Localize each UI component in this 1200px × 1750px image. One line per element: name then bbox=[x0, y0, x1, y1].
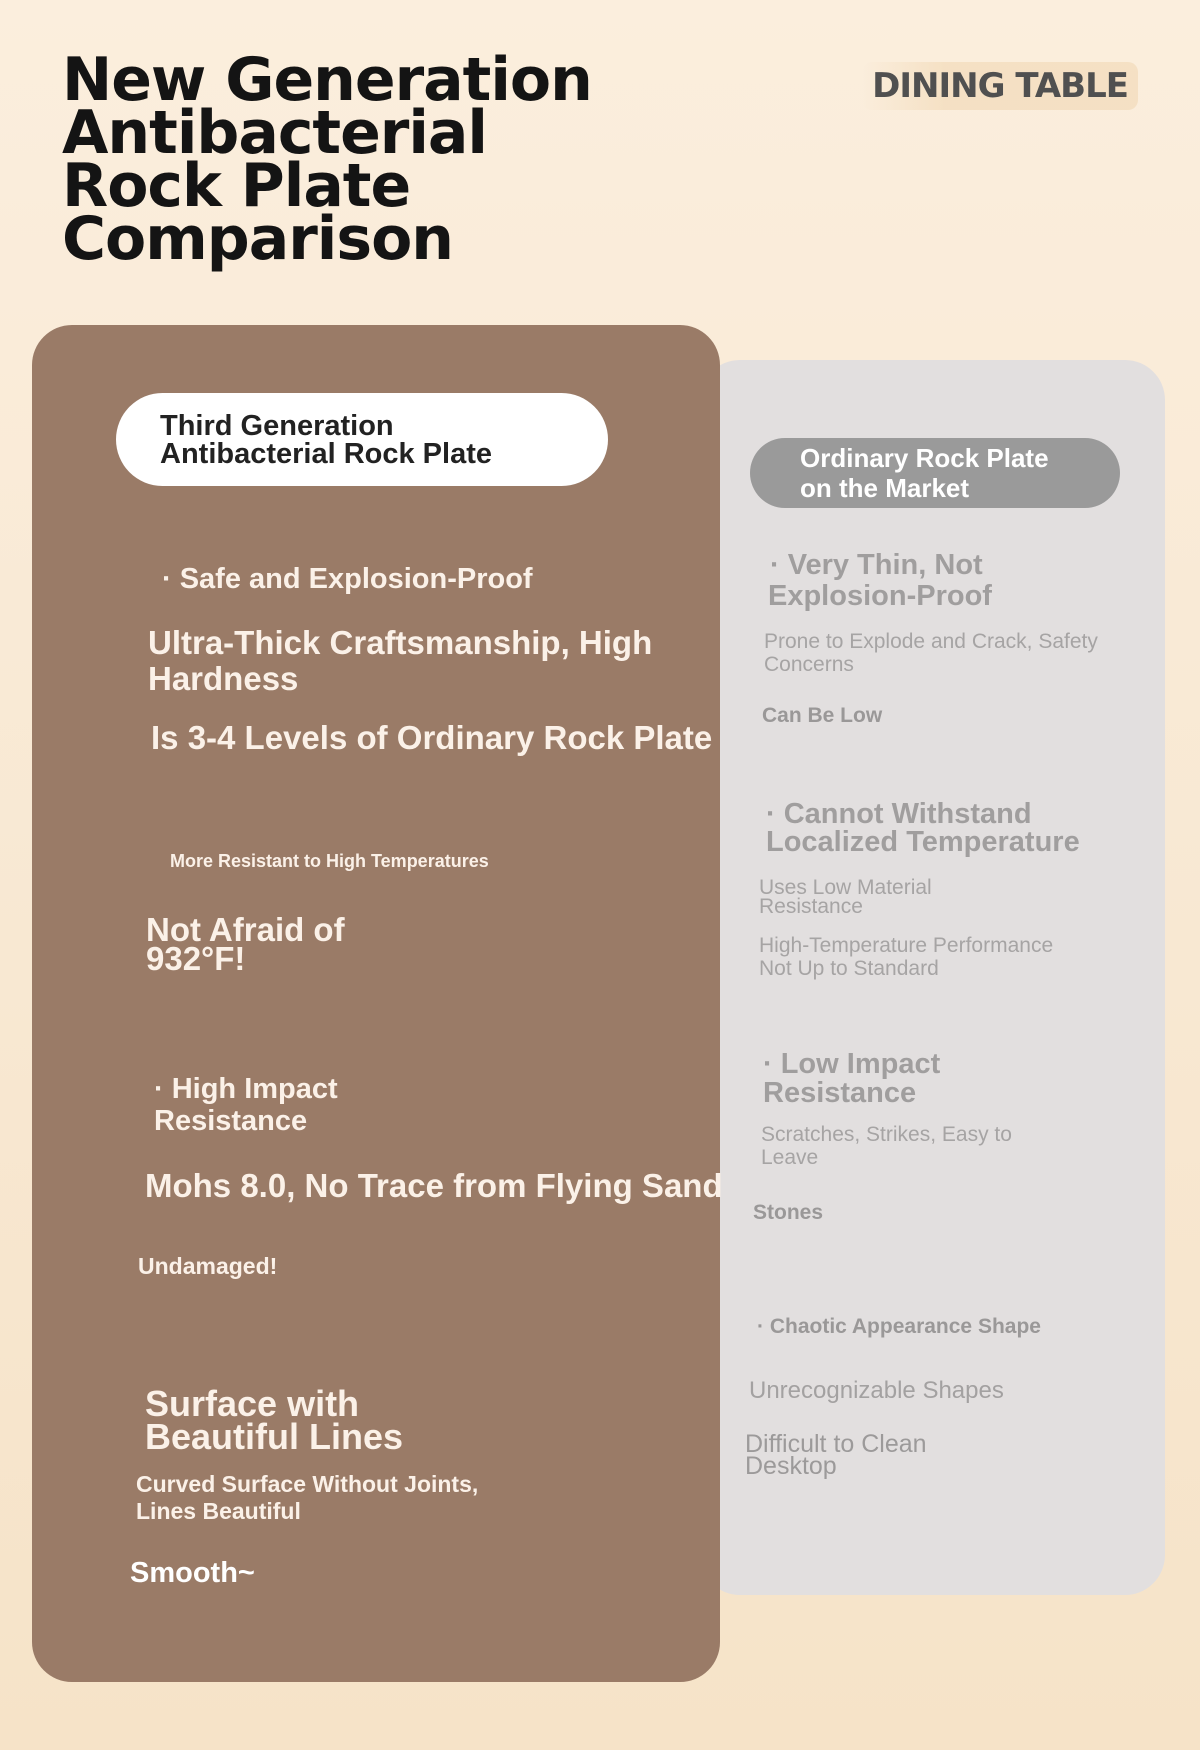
category-label: DINING TABLE bbox=[862, 62, 1138, 110]
ordinary-impact-detail-line-1: Scratches, Strikes, Easy to bbox=[761, 1123, 1012, 1146]
ordinary-impact-heading-line-2: Resistance bbox=[763, 1077, 917, 1109]
third-generation-badge-line-1: Third Generation bbox=[160, 410, 394, 442]
ordinary-temperature-heading bbox=[766, 800, 1080, 856]
ordinary-badge bbox=[750, 438, 1120, 508]
temperature-highlight-line-2: 932°F! bbox=[146, 940, 246, 977]
ordinary-safety-detail-line-1: Prone to Explode and Crack, Safety bbox=[764, 630, 1098, 653]
temperature-highlight bbox=[146, 911, 345, 977]
temperature-heading: More Resistant to High Temperatures bbox=[170, 851, 489, 871]
ordinary-safety-detail-line-2: Concerns bbox=[764, 653, 854, 676]
temperature-highlight-line-1: Not Afraid of bbox=[146, 911, 345, 948]
title-line-3: Rock Plate bbox=[62, 151, 411, 221]
ordinary-temperature-note-line-1: High-Temperature Performance bbox=[759, 934, 1054, 957]
surface-heading-line-2: Beautiful Lines bbox=[145, 1416, 404, 1457]
ordinary-safety-heading bbox=[768, 550, 992, 612]
surface-detail-line-2: Lines Beautiful bbox=[136, 1498, 301, 1524]
impact-heading-line-2: Resistance bbox=[154, 1105, 308, 1137]
safety-heading: · Safe and Explosion-Proof bbox=[162, 563, 533, 595]
third-generation-badge bbox=[116, 393, 608, 486]
impact-detail: Mohs 8.0, No Trace from Flying Sand bbox=[145, 1167, 723, 1204]
title-line-1: New Generation bbox=[62, 45, 592, 115]
impact-heading bbox=[154, 1073, 338, 1137]
impact-heading-line-1: · High Impact bbox=[154, 1073, 338, 1105]
ordinary-appearance-note-line-1: Difficult to Clean bbox=[745, 1430, 927, 1458]
ordinary-appearance-note-line-2: Desktop bbox=[745, 1452, 837, 1480]
ordinary-temperature-heading-line-1: · Cannot Withstand bbox=[766, 798, 1032, 830]
title-line-2: Antibacterial bbox=[62, 98, 487, 168]
ordinary-safety-detail bbox=[764, 630, 1098, 676]
ordinary-safety-note: Can Be Low bbox=[762, 704, 883, 727]
third-generation-panel bbox=[32, 325, 723, 1682]
surface-detail bbox=[136, 1471, 478, 1525]
surface-detail-line-1: Curved Surface Without Joints, bbox=[136, 1471, 479, 1497]
title-line-4: Comparison bbox=[62, 204, 454, 274]
ordinary-impact-detail bbox=[761, 1123, 1012, 1169]
ordinary-impact-heading bbox=[763, 1050, 940, 1108]
safety-detail-line-1: Ultra-Thick Craftsmanship, High bbox=[148, 624, 653, 661]
ordinary-appearance-note bbox=[745, 1430, 927, 1480]
surface-heading bbox=[145, 1383, 404, 1457]
ordinary-temperature-detail bbox=[759, 878, 932, 916]
ordinary-appearance-detail: Unrecognizable Shapes bbox=[749, 1377, 1004, 1404]
ordinary-temperature-note bbox=[759, 934, 1053, 980]
ordinary-impact-heading-line-1: · Low Impact bbox=[763, 1048, 941, 1080]
surface-heading-line-1: Surface with bbox=[145, 1383, 360, 1424]
safety-detail-line-2: Hardness bbox=[148, 660, 299, 697]
ordinary-temperature-heading-line-2: Localized Temperature bbox=[766, 826, 1080, 858]
ordinary-impact-detail-line-2: Leave bbox=[761, 1146, 819, 1169]
ordinary-temperature-note-line-2: Not Up to Standard bbox=[759, 957, 939, 980]
ordinary-safety-heading-line-2: Explosion-Proof bbox=[768, 580, 992, 612]
ordinary-badge-line-2: on the Market bbox=[800, 473, 970, 503]
safety-detail bbox=[148, 625, 652, 697]
safety-comparison: Is 3-4 Levels of Ordinary Rock Plate bbox=[151, 719, 713, 756]
ordinary-safety-heading-line-1: · Very Thin, Not bbox=[770, 549, 983, 581]
ordinary-temperature-detail-line-2: Resistance bbox=[759, 895, 863, 918]
ordinary-appearance-heading: · Chaotic Appearance Shape bbox=[757, 1315, 1041, 1338]
ordinary-impact-note: Stones bbox=[753, 1201, 824, 1224]
ordinary-temperature-detail-line-1: Uses Low Material bbox=[759, 876, 932, 899]
surface-highlight: Smooth~ bbox=[130, 1557, 255, 1589]
impact-highlight: Undamaged! bbox=[138, 1253, 278, 1279]
page-title bbox=[62, 45, 622, 274]
third-generation-badge-line-2: Antibacterial Rock Plate bbox=[160, 438, 492, 470]
ordinary-badge-line-1: Ordinary Rock Plate bbox=[800, 443, 1049, 473]
ordinary-rock-plate-panel bbox=[700, 360, 1165, 1595]
